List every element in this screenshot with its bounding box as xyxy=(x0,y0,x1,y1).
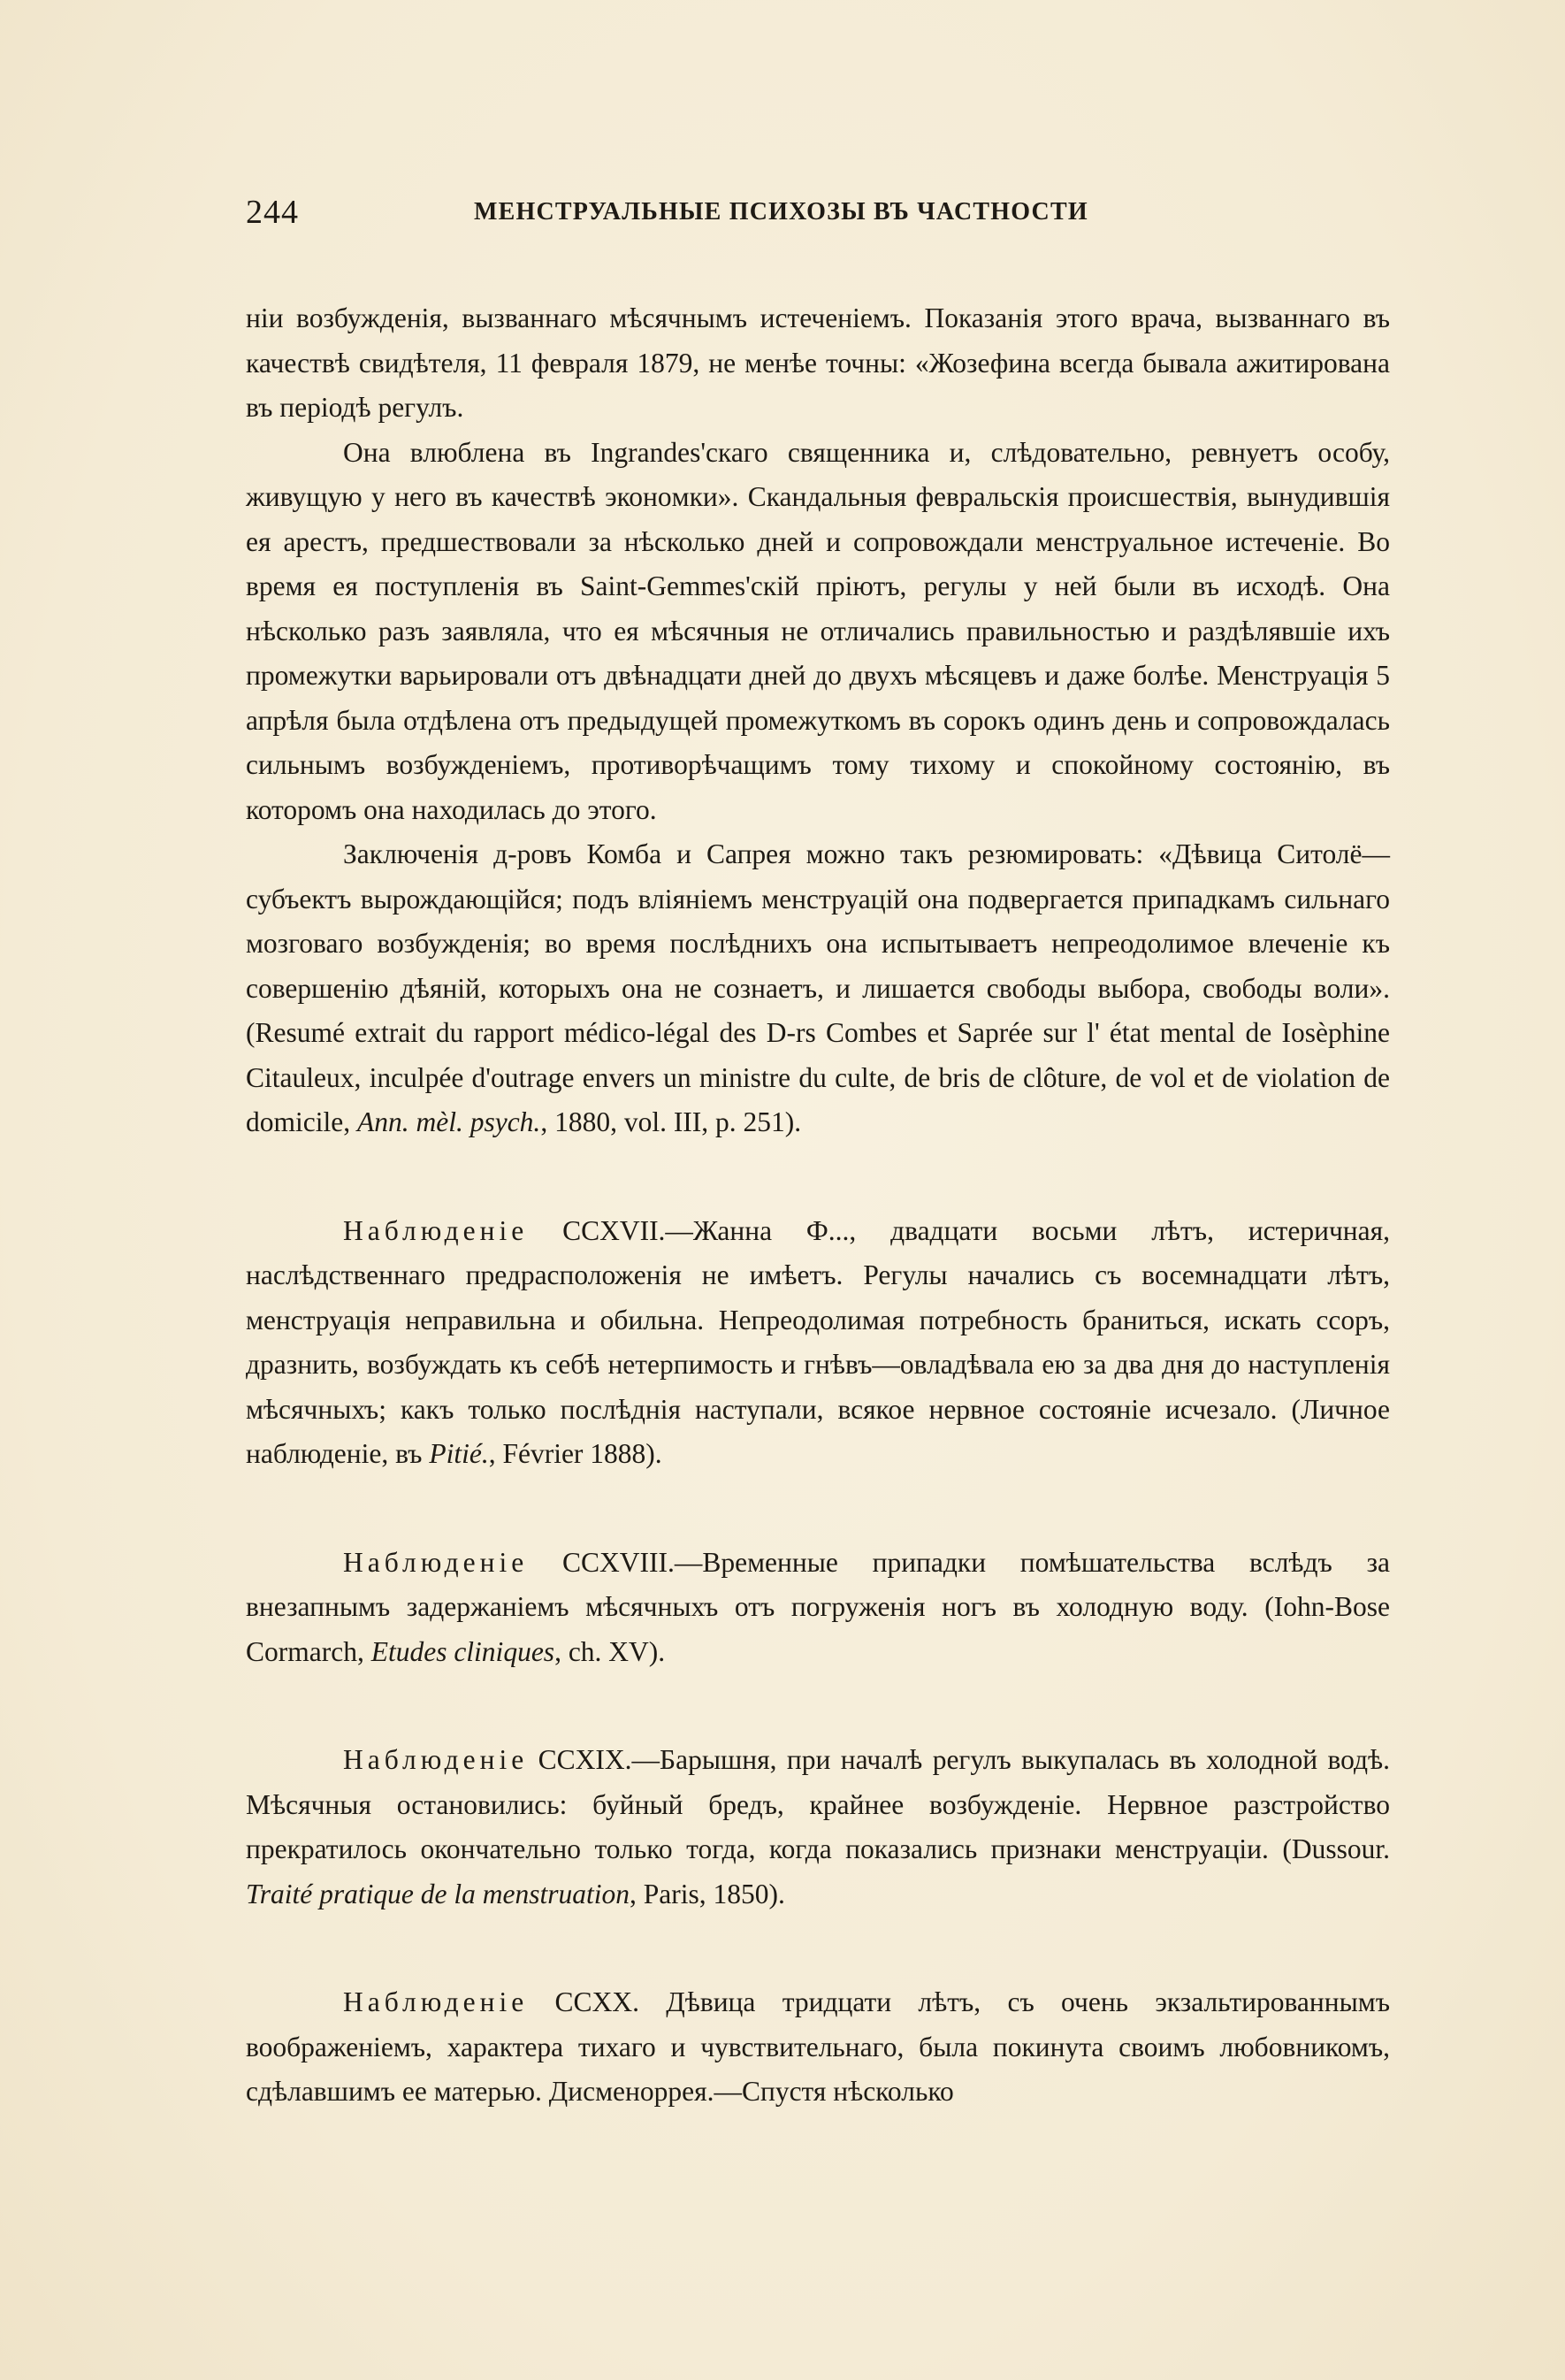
observation-text: CCXVII.—Жанна Ф..., двадцати восьми лѣтъ, истеричная, наслѣдственнаго предрасположенія не имѣетъ. Регулы начались съ восемнадцати лѣтъ, менструація неправильна и обильна. Непреодолимая потребность браниться, искать ссоръ, дразнить, возбуждать къ себѣ нетерпимость и гнѣвъ—овладѣвала ею за два дня до наступленія мѣсячныхъ; какъ только послѣднія наступали, всякое нервное состояніе исчезало. (Личное наблюденіе, въ xyxy=(246,1214,1390,1469)
observation-ccxviii xyxy=(246,1541,1390,1675)
work-title: Etudes cliniques xyxy=(370,1635,555,1667)
observation-ccxx xyxy=(246,1980,1390,2115)
observation-label: Наблюденіе xyxy=(343,1546,529,1578)
observation-text: , Février 1888). xyxy=(488,1438,662,1469)
observation-ccxix xyxy=(246,1738,1390,1917)
observation-text: CCXIX.—Барышня, при началѣ регулъ выкупалась въ холодной водѣ. Мѣсячныя остановились: буйный бредъ, крайнее возбужденіе. Нервное разстройство прекратилось окончательно только тогда, когда показались признаки менструаціи. (Dussour. xyxy=(246,1744,1391,1864)
observation-text: , ch. XV). xyxy=(554,1635,666,1667)
observation-label: Наблюденіе xyxy=(343,1214,529,1246)
page-header xyxy=(246,193,1157,246)
paragraph-conclusion xyxy=(246,832,1390,1145)
place-name: Pitié. xyxy=(429,1438,489,1469)
paragraph: Она влюблена въ Ingrandes'скаго священника и, слѣдовательно, ревнуетъ особу, живущую у него въ качествѣ эконoмки». Скандальныя февральскія происшествія, вынудившія ея арестъ, предшествовали за нѣсколько дней и сопровождали менструальное истеченіе. Во время ея поступленія въ Saint-Gemmes'скій пріютъ, регулы у ней были въ исходѣ. Она нѣсколько разъ заявляла, что ея мѣсячныя не отличались правильностью и раздѣлявшіе ихъ промежутки варьировали отъ двѣнадцати дней до двухъ мѣсяцевъ и даже болѣе. Менструація 5 апрѣля была отдѣлена отъ предыдущей промежуткомъ въ сорокъ одинъ день и сопровождалась сильнымъ возбужденіемъ, противорѣчащимъ тому тихому и спокойному состоянію, въ которомъ она находилась до этого. xyxy=(246,436,1390,825)
paragraph-text: Заключенія д-ровъ Комба и Сапрея можно такъ резюмировать: «Дѣвица Ситолё—субъектъ вырождающійся; подъ вліяніемъ менструацій она подвергается припадкамъ сильнаго мозговаго возбужденія; во время послѣднихъ она испытываетъ непреодолимое влеченіе къ совершенію дѣяній, которыхъ она не сознаетъ, и лишается свободы выбора, свободы воли». (Resumé extrait du rapport médico-légal des D-rs Combes et Saprée sur l' état mental de Iosèphine Citauleux, inculpée d'outrage envers un ministre du culte, de bris de clôture, de vol et de violation de domicile, xyxy=(246,838,1390,1137)
observation-text: , Paris, 1850). xyxy=(630,1878,785,1909)
running-title: МЕНСТРУАЛЬНЫЕ ПСИХОЗЫ ВЪ ЧАСТНОСТИ xyxy=(474,198,1088,226)
observation-ccxvii xyxy=(246,1209,1390,1477)
work-title: Traité pratique de la menstruation xyxy=(246,1878,630,1909)
observation-label: Наблюденіе xyxy=(343,1744,529,1775)
paragraph: ніи возбужденія, вызваннаго мѣсячнымъ истеченіемъ. Показанія этого врача, вызваннаго въ качествѣ свидѣтеля, 11 февраля 1879, не менѣе точны: «Жозефина всегда бывала ажитирована въ періодѣ регулъ. xyxy=(246,302,1390,423)
page-number: 244 xyxy=(246,194,299,231)
observation-text: CCXX. Дѣвица тридцати лѣтъ, съ очень экзальтированнымъ воображеніемъ, характера тихаго и чувствительнаго, была покинута своимъ любовникомъ, сдѣлавшимъ ее матерью. Дисменоррея.—Спустя нѣсколько xyxy=(246,1986,1390,2107)
observation-text: CCXVIII.—Временные припадки помѣшательства вслѣдъ за внезапнымъ задержаніемъ мѣсячныхъ отъ погруженія ногъ въ холодную воду. (Iohn-Bose Cormarch, xyxy=(246,1546,1390,1667)
observation-label: Наблюденіе xyxy=(343,1986,529,2017)
page-body xyxy=(246,296,1390,2115)
journal-title: Ann. mèl. psych. xyxy=(356,1106,541,1137)
paragraph-text: , 1880, vol. III, p. 251). xyxy=(540,1106,802,1137)
